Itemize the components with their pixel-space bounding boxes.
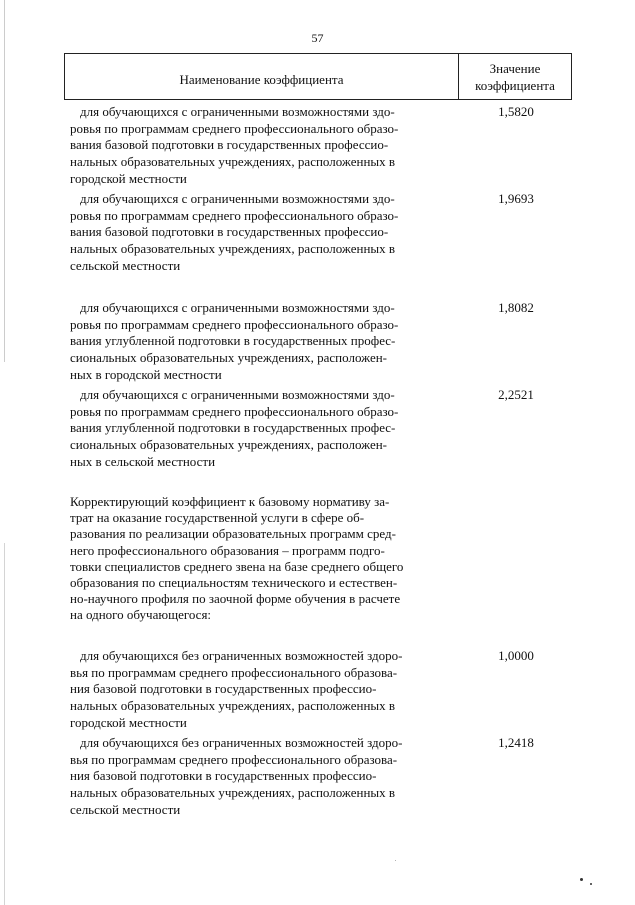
row-line: ровья по программам среднего профессионального образо- (70, 120, 399, 136)
header-value-line1: Значение (489, 60, 541, 76)
row-line: сельской местности (70, 801, 181, 817)
row-line: вья по программам среднего профессионального образова- (70, 664, 398, 680)
row-line: нальных образовательных учреждениях, расположенных в (70, 785, 396, 801)
intro-line: Корректирующий коэффициент к базовому нормативу за- (70, 494, 390, 509)
coefficient-value: 1,8082 (498, 300, 534, 315)
row-line: нальных образовательных учреждениях, расположенных в (70, 698, 396, 714)
page-number: 57 (311, 31, 324, 45)
correction-coefficient-intro (70, 494, 462, 624)
row-line: ния базовой подготовки в государственных профессио- (70, 768, 377, 784)
row-line: городской местности (70, 714, 187, 730)
row-line: для обучающихся с ограниченными возможностями здо- (80, 191, 395, 206)
row-line: ровья по программам среднего профессионального образо- (70, 207, 399, 223)
row-line: для обучающихся без ограниченных возможностей здоро- (80, 735, 403, 750)
header-value-line2: коэффициента (475, 77, 555, 93)
intro-line: трат на оказание государственной услуги в сфере об- (70, 510, 365, 526)
header-name-column: Наименование коэффициента (65, 54, 459, 99)
coefficient-row (70, 735, 458, 819)
intro-line: товки специалистов среднего звена на базе среднего общего (70, 558, 404, 574)
row-line: вания углубленной подготовки в государственных профес- (70, 333, 396, 349)
row-line: ных в городской местности (70, 366, 222, 382)
row-line: сельской местности (70, 257, 181, 273)
row-line: вья по программам среднего профессионального образова- (70, 751, 398, 767)
intro-line: но-научного профиля по заочной форме обучения в расчете (70, 591, 401, 607)
intro-line: образования по специальностям технического и естествен- (70, 575, 398, 591)
row-line: городской местности (70, 170, 187, 186)
row-line: для обучающихся без ограниченных возможностей здоро- (80, 648, 403, 663)
coefficient-row (70, 648, 458, 732)
row-line: ровья по программам среднего профессионального образо- (70, 316, 399, 332)
scan-speck (395, 860, 396, 861)
row-line: ния базовой подготовки в государственных профессио- (70, 681, 377, 697)
coefficient-row (70, 387, 458, 471)
coefficient-value: 2,2521 (498, 387, 534, 402)
scan-edge (4, 0, 5, 905)
coefficient-row (70, 191, 458, 275)
coefficient-row (70, 300, 458, 384)
row-line: вания базовой подготовки в государственных профессио- (70, 137, 389, 153)
intro-line: на одного обучающегося: (70, 607, 212, 623)
row-line: вания углубленной подготовки в государственных профес- (70, 420, 396, 436)
coefficient-value: 1,2418 (498, 735, 534, 750)
coefficient-value: 1,0000 (498, 648, 534, 663)
scan-speck (590, 883, 592, 885)
intro-line: разования по реализации образовательных программ сред- (70, 526, 396, 542)
row-line: сиональных образовательных учреждениях, расположен- (70, 437, 388, 453)
row-line: для обучающихся с ограниченными возможностями здо- (80, 104, 395, 119)
row-line: нальных образовательных учреждениях, расположенных в (70, 154, 396, 170)
row-line: ных в сельской местности (70, 453, 216, 469)
row-line: для обучающихся с ограниченными возможностями здо- (80, 387, 395, 402)
coefficient-row (70, 104, 458, 188)
coefficient-value: 1,9693 (498, 191, 534, 206)
row-line: ровья по программам среднего профессионального образо- (70, 403, 399, 419)
row-line: для обучающихся с ограниченными возможностями здо- (80, 300, 395, 315)
row-line: сиональных образовательных учреждениях, расположен- (70, 350, 388, 366)
row-line: вания базовой подготовки в государственных профессио- (70, 224, 389, 240)
row-line: нальных образовательных учреждениях, расположенных в (70, 241, 396, 257)
coefficient-value: 1,5820 (498, 104, 534, 119)
table-header (64, 53, 572, 100)
scan-speck (580, 878, 583, 881)
intro-line: него профессионального образования – программ подго- (70, 542, 385, 558)
header-value-column (459, 54, 571, 99)
